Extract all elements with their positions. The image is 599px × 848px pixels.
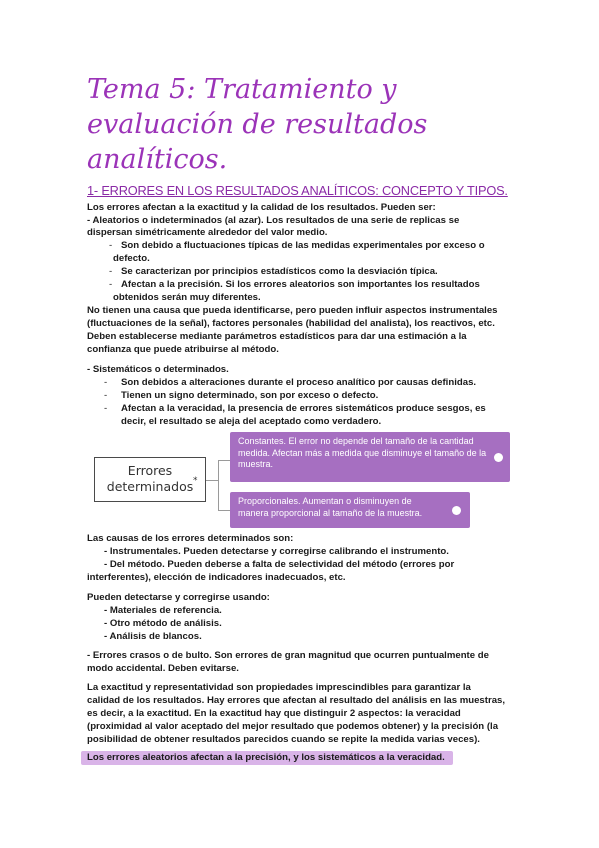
section-heading: 1- ERRORES EN LOS RESULTADOS ANALÍTICOS: CONCEPTO Y TIPOS.: [87, 183, 508, 198]
aleatorios-para-2: (fluctuaciones de la señal), factores personales (habilidad del analista), los reactivos, etc.: [87, 318, 495, 329]
aleatorios-para-1: No tienen una causa que pueda identificarse, pero pueden influir aspectos instrumentales: [87, 305, 498, 316]
aleatorios-line-1: - Aleatorios o indeterminados (al azar). Los resultados de una serie de replicas se: [87, 215, 460, 226]
sistematicos-bullet-1: Son debidos a alteraciones durante el proceso analítico por causas definidas.: [121, 377, 477, 388]
detectar-item-1: - Materiales de referencia.: [104, 605, 222, 616]
aleatorios-para-3: Deben establecerse mediante parámetros estadísticos para dar una estimación a la: [87, 331, 467, 342]
bullet-dash: -: [104, 403, 108, 414]
sistematicos-bullet-3-cont: decir, el resultado se aleja del aceptado como verdadero.: [121, 416, 382, 427]
detectar-heading: Pueden detectarse y corregirse usando:: [87, 592, 270, 603]
diagram-box-constantes: [230, 432, 510, 482]
title-line-2: evaluación de resultados: [87, 109, 428, 140]
title-line-1: Tema 5: Tratamiento y: [87, 74, 397, 105]
aleatorios-line-2: dispersan simétricamente alrededor del valor medio.: [87, 227, 328, 238]
sistematicos-bullet-3: Afectan a la veracidad, la presencia de errores sistemáticos produce sesgos, es: [121, 403, 486, 414]
title-line-3: analíticos.: [87, 144, 228, 175]
detectar-item-2: - Otro método de análisis.: [104, 618, 222, 629]
sistematicos-bullet-2: Tienen un signo determinado, son por exceso o defecto.: [121, 390, 379, 401]
exactitud-line-3: es decir, a la exactitud. En la exactitud hay que distinguir 2 aspectos: la veracidad: [87, 708, 461, 719]
bullet-dash: -: [104, 377, 108, 388]
exactitud-line-2: calidad de los resultados. Hay errores que afectan al resultado del análisis en las muestras,: [87, 695, 506, 706]
highlight-text: Los errores aleatorios afectan a la precisión, y los sistemáticos a la veracidad.: [87, 752, 445, 763]
aleatorios-bullet-3-cont: obtenidos serán muy diferentes.: [113, 292, 261, 303]
diagram-connector: [218, 510, 230, 511]
bullet-dash: -: [104, 390, 108, 401]
diagram-box-constantes-text: Constantes. El error no depende del tamaño de la cantidad medida. Afectan más a medida que disminuye el tamaño de la muestra.: [238, 436, 487, 469]
aleatorios-para-4: confianza que puede atribuirse al método.: [87, 344, 279, 355]
causas-heading: Las causas de los errores determinados son:: [87, 533, 294, 544]
aleatorios-bullet-1-cont: defecto.: [113, 253, 150, 264]
crasos-line-1: - Errores crasos o de bulto. Son errores de gran magnitud que ocurren puntualmente de: [87, 650, 489, 661]
causas-item-1: - Instrumentales. Pueden detectarse y corregirse calibrando el instrumento.: [104, 546, 449, 557]
detectar-item-3: - Análisis de blancos.: [104, 631, 202, 642]
circle-icon: [452, 506, 461, 515]
diagram-box-proporcionales: [230, 492, 470, 528]
circle-icon: [494, 453, 503, 462]
diagram-box-proporcionales-text: Proporcionales. Aumentan o disminuyen de manera proporcional al tamaño de la muestra.: [238, 496, 423, 518]
diagram-root-line-2: determinados: [106, 479, 194, 494]
diagram-asterisk: *: [193, 476, 198, 486]
diagram-connector: [206, 480, 218, 481]
diagram-connector: [218, 460, 230, 461]
aleatorios-bullet-2: Se caracterizan por principios estadísticos como la desviación típica.: [121, 266, 438, 277]
aleatorios-bullet-1: Son debido a fluctuaciones típicas de las medidas experimentales por exceso o: [121, 240, 485, 251]
document-title: [87, 72, 527, 177]
exactitud-line-5: posibilidad de obtener resultados parecidos cuando se repite la medida varias veces).: [87, 734, 480, 745]
causas-item-2-cont: interferentes), elección de indicadores inadecuados, etc.: [87, 572, 346, 583]
sistematicos-line-1: - Sistemáticos o determinados.: [87, 364, 229, 375]
bullet-dash: -: [109, 266, 113, 277]
intro-text: Los errores afectan a la exactitud y la calidad de los resultados. Pueden ser:: [87, 202, 436, 213]
crasos-line-2: modo accidental. Deben evitarse.: [87, 663, 239, 674]
causas-item-2: - Del método. Pueden deberse a falta de selectividad del método (errores por: [104, 559, 455, 570]
diagram-root-line-1: Errores: [127, 463, 173, 478]
aleatorios-bullet-3: Afectan a la precisión. Si los errores aleatorios son importantes los resultados: [121, 279, 480, 290]
diagram-root-box: [94, 457, 206, 502]
exactitud-line-1: La exactitud y representatividad son propiedades imprescindibles para garantizar la: [87, 682, 471, 693]
bullet-dash: -: [109, 240, 113, 251]
diagram-connector: [218, 460, 219, 510]
bullet-dash: -: [109, 279, 113, 290]
exactitud-line-4: (proximidad al valor aceptado del mejor resultado que podemos obtener) y la precisión (la: [87, 721, 499, 732]
